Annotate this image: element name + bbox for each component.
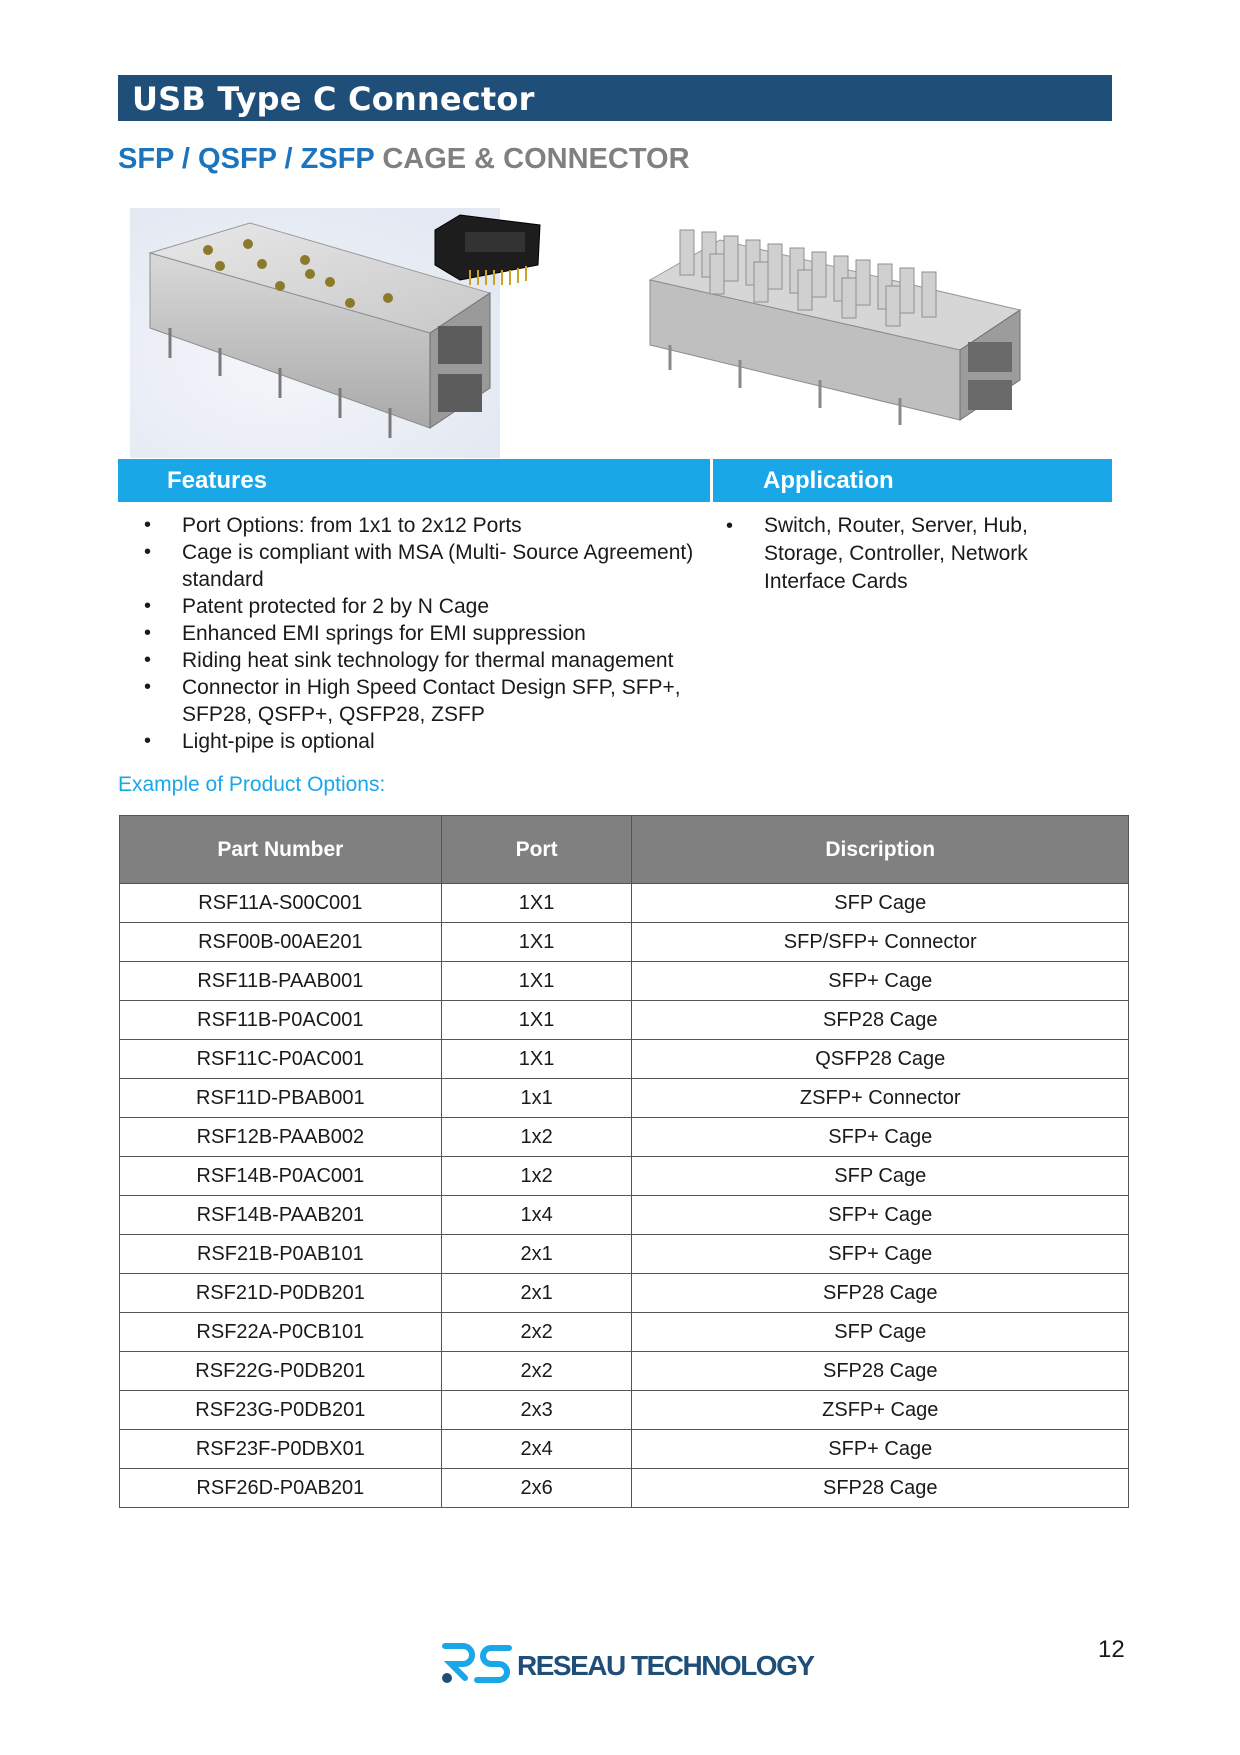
port-cell: 1x2 xyxy=(441,1118,632,1157)
description-cell: SFP28 Cage xyxy=(632,1001,1129,1040)
table-row xyxy=(120,1079,1129,1118)
page-number: 12 xyxy=(1098,1636,1125,1663)
port-cell: 1x1 xyxy=(441,1079,632,1118)
features-list xyxy=(118,512,718,755)
table-row xyxy=(120,962,1129,1001)
example-heading: Example of Product Options: xyxy=(118,773,386,796)
table-row xyxy=(120,1469,1129,1508)
part-number-cell: RSF11B-P0AC001 xyxy=(120,1001,442,1040)
feature-item: • Cage is compliant with MSA (Multi- Source Agreement) standard xyxy=(118,539,718,593)
description-cell: ZSFP+ Connector xyxy=(632,1079,1129,1118)
subtitle-grey: CAGE & CONNECTOR xyxy=(382,143,690,175)
part-number-cell: RSF26D-P0AB201 xyxy=(120,1469,442,1508)
port-cell: 2x3 xyxy=(441,1391,632,1430)
part-number-cell: RSF22G-P0DB201 xyxy=(120,1352,442,1391)
description-cell: SFP/SFP+ Connector xyxy=(632,923,1129,962)
port-cell: 2x4 xyxy=(441,1430,632,1469)
connector-image xyxy=(430,210,545,290)
part-number-cell: RSF11B-PAAB001 xyxy=(120,962,442,1001)
features-heading: Features xyxy=(167,467,268,494)
table-row xyxy=(120,884,1129,923)
part-number-cell: RSF22A-P0CB101 xyxy=(120,1313,442,1352)
table-row xyxy=(120,1001,1129,1040)
port-cell: 2x2 xyxy=(441,1352,632,1391)
page-title: USB Type C Connector xyxy=(132,80,535,118)
description-cell: SFP+ Cage xyxy=(632,1430,1129,1469)
table-row xyxy=(120,1235,1129,1274)
title-banner xyxy=(118,75,1112,121)
feature-item: • Light-pipe is optional xyxy=(118,728,718,755)
part-number-cell: RSF23G-P0DB201 xyxy=(120,1391,442,1430)
table-row xyxy=(120,1352,1129,1391)
description-cell: SFP Cage xyxy=(632,1313,1129,1352)
port-cell: 1X1 xyxy=(441,962,632,1001)
application-list xyxy=(700,512,1070,596)
table-row xyxy=(120,923,1129,962)
section-subtitle xyxy=(118,143,690,176)
description-cell: SFP Cage xyxy=(632,884,1129,923)
port-cell: 1x2 xyxy=(441,1157,632,1196)
subtitle-blue: SFP / QSFP / ZSFP xyxy=(118,143,375,175)
description-cell: SFP+ Cage xyxy=(632,1118,1129,1157)
product-options-table xyxy=(119,815,1129,1508)
description-cell: SFP28 Cage xyxy=(632,1469,1129,1508)
part-number-cell: RSF23F-P0DBX01 xyxy=(120,1430,442,1469)
description-cell: SFP Cage xyxy=(632,1157,1129,1196)
port-cell: 1x4 xyxy=(441,1196,632,1235)
table-row xyxy=(120,1118,1129,1157)
header-port: Port xyxy=(441,816,632,884)
table-row xyxy=(120,1430,1129,1469)
port-cell: 1X1 xyxy=(441,884,632,923)
feature-item: • Enhanced EMI springs for EMI suppression xyxy=(118,620,718,647)
table-row xyxy=(120,1313,1129,1352)
table-row xyxy=(120,1391,1129,1430)
part-number-cell: RSF11A-S00C001 xyxy=(120,884,442,923)
table-row xyxy=(120,1157,1129,1196)
port-cell: 2x6 xyxy=(441,1469,632,1508)
part-number-cell: RSF12B-PAAB002 xyxy=(120,1118,442,1157)
part-number-cell: RSF14B-PAAB201 xyxy=(120,1196,442,1235)
header-description: Discription xyxy=(632,816,1129,884)
port-cell: 2x1 xyxy=(441,1235,632,1274)
qsfp-cage-heatsink-image xyxy=(630,210,1030,435)
part-number-cell: RSF00B-00AE201 xyxy=(120,923,442,962)
description-cell: SFP28 Cage xyxy=(632,1352,1129,1391)
application-item: • Switch, Router, Server, Hub, Storage, Controller, Network Interface Cards xyxy=(700,512,1070,596)
description-cell: SFP+ Cage xyxy=(632,1196,1129,1235)
application-heading: Application xyxy=(763,467,894,494)
table-row xyxy=(120,1274,1129,1313)
description-cell: ZSFP+ Cage xyxy=(632,1391,1129,1430)
part-number-cell: RSF11C-P0AC001 xyxy=(120,1040,442,1079)
feature-item: • Port Options: from 1x1 to 2x12 Ports xyxy=(118,512,718,539)
feature-item: • Connector in High Speed Contact Design SFP, SFP+, SFP28, QSFP+, QSFP28, ZSFP xyxy=(118,674,718,728)
port-cell: 1X1 xyxy=(441,1001,632,1040)
application-header-bar xyxy=(713,459,1112,502)
part-number-cell: RSF14B-P0AC001 xyxy=(120,1157,442,1196)
port-cell: 2x1 xyxy=(441,1274,632,1313)
reseau-logo-icon xyxy=(437,1636,517,1686)
table-row xyxy=(120,1040,1129,1079)
description-cell: SFP28 Cage xyxy=(632,1274,1129,1313)
product-images xyxy=(118,200,1112,450)
port-cell: 2x2 xyxy=(441,1313,632,1352)
part-number-cell: RSF21D-P0DB201 xyxy=(120,1274,442,1313)
company-name: RESEAU TECHNOLOGY xyxy=(517,1650,814,1681)
header-part-number: Part Number xyxy=(120,816,442,884)
description-cell: QSFP28 Cage xyxy=(632,1040,1129,1079)
feature-item: • Riding heat sink technology for thermal management xyxy=(118,647,718,674)
table-row xyxy=(120,1196,1129,1235)
features-header-bar xyxy=(118,459,710,502)
port-cell: 1X1 xyxy=(441,1040,632,1079)
description-cell: SFP+ Cage xyxy=(632,1235,1129,1274)
part-number-cell: RSF11D-PBAB001 xyxy=(120,1079,442,1118)
description-cell: SFP+ Cage xyxy=(632,962,1129,1001)
table-header-row xyxy=(120,816,1129,884)
part-number-cell: RSF21B-P0AB101 xyxy=(120,1235,442,1274)
port-cell: 1X1 xyxy=(441,923,632,962)
feature-item: • Patent protected for 2 by N Cage xyxy=(118,593,718,620)
